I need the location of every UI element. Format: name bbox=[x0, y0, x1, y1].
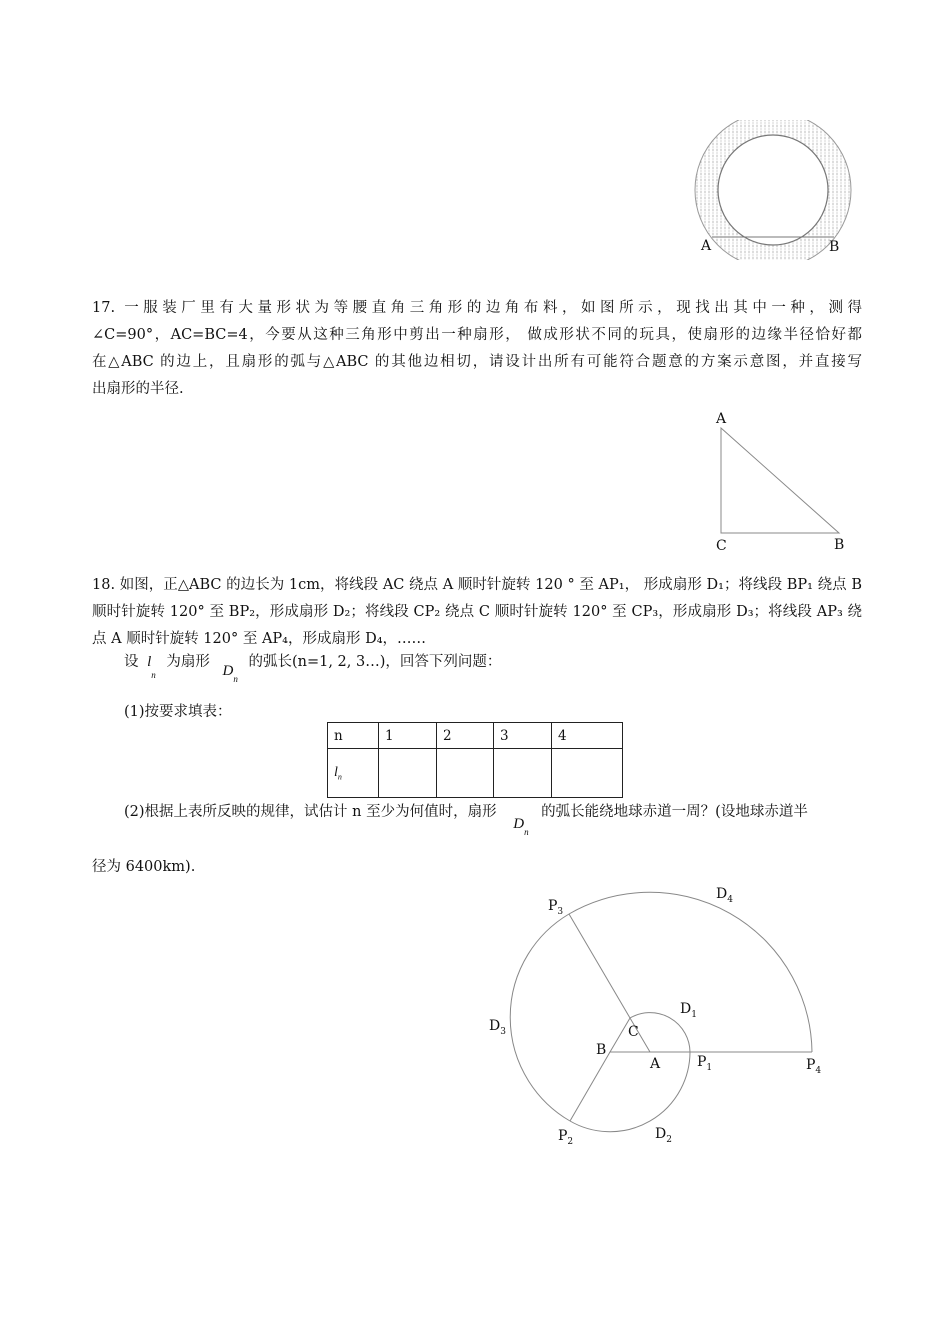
spiral-label-p1: $P_1$ bbox=[697, 1054, 713, 1073]
triangle-label-b: B bbox=[834, 537, 845, 553]
table-answer-cell[interactable] bbox=[379, 749, 437, 798]
spiral-label-d2: $D_2$ bbox=[655, 1126, 672, 1145]
table-answer-cell[interactable] bbox=[494, 749, 552, 798]
triangle-abc bbox=[721, 428, 839, 533]
table-answer-cell[interactable] bbox=[552, 749, 623, 798]
q18-part-1: (1)按要求填表： bbox=[124, 704, 232, 720]
part2-prefix: (2)根据上表所反映的规律，试估计 n 至少为何值时，扇形 bbox=[124, 804, 497, 820]
table-header-cell: n bbox=[328, 723, 379, 749]
q17-line-2: ∠C=90°，AC=BC=4，今要从这种三角形中剪出一种扇形， 做成形状不同的玩具，使扇形的边缘半径恰好都 bbox=[92, 327, 862, 343]
set-mid: 为扇形 bbox=[166, 654, 210, 670]
question-18 bbox=[92, 572, 862, 653]
q18-line-3: 点 A 顺时针旋转 120° 至 AP₄，形成扇形 D₄，…… bbox=[92, 631, 427, 647]
q17-line-3: 在△ABC 的边上，且扇形的弧与△ABC 的其他边相切，请设计出所有可能符合题意的方案示意图，并直接写 bbox=[92, 354, 862, 370]
ring-label-a: A bbox=[701, 238, 712, 254]
spiral-figure bbox=[480, 880, 860, 1160]
q18-line-1: 18. 如图，正△ABC 的边长为 1cm，将线段 AC 绕点 A 顺时针旋转 120 ° 至 AP₁， 形成扇形 D₁；将线段 BP₁ 绕点 B bbox=[92, 577, 862, 593]
table-value-row bbox=[328, 749, 623, 798]
triangle-label-a: A bbox=[716, 411, 727, 427]
arc-d4 bbox=[569, 892, 812, 1052]
triangle-label-c: C bbox=[716, 538, 727, 554]
table-header-cell: 1 bbox=[379, 723, 437, 749]
spiral-label-p3: $P_3$ bbox=[548, 898, 564, 917]
q18-part-2-line-2: 径为 6400km). bbox=[92, 859, 196, 875]
q17-line-1: 17. 一服装厂里有大量形状为等腰直角三角形的边角布料，如图所示，现找出其中一种，测得 bbox=[92, 300, 862, 316]
spiral-label-d1: $D_1$ bbox=[680, 1001, 697, 1020]
arc-d3 bbox=[510, 914, 570, 1121]
q18-set-line bbox=[124, 650, 502, 684]
spiral-label-p2: $P_2$ bbox=[558, 1128, 574, 1147]
arc-d2 bbox=[570, 1052, 690, 1132]
part2-d-sub: n bbox=[524, 826, 529, 837]
fill-in-table bbox=[327, 722, 623, 798]
segment-b-p2 bbox=[570, 1052, 610, 1121]
table-header-cell: 4 bbox=[552, 723, 623, 749]
segment-c-p3 bbox=[569, 914, 630, 1018]
set-suffix: 的弧长(n=1, 2, 3…)，回答下列问题： bbox=[248, 654, 502, 670]
table-row-label: $l_n$ bbox=[328, 749, 379, 798]
spiral-label-a: A bbox=[650, 1056, 661, 1072]
table-answer-cell[interactable] bbox=[437, 749, 494, 798]
part2-suffix: 的弧长能绕地球赤道一周？(设地球赤道半 bbox=[541, 804, 808, 820]
q18-part-2 bbox=[124, 800, 808, 837]
q17-line-4: 出扇形的半径. bbox=[92, 381, 184, 397]
spiral-label-d3: $D_3$ bbox=[489, 1018, 506, 1037]
table-header-cell: 3 bbox=[494, 723, 552, 749]
set-l-sub: n bbox=[151, 669, 156, 680]
table-header-cell: 2 bbox=[437, 723, 494, 749]
question-17 bbox=[92, 295, 862, 403]
set-d-symbol: D bbox=[222, 663, 234, 679]
spiral-label-c: C bbox=[628, 1024, 639, 1040]
spiral-label-p4: $P_4$ bbox=[806, 1057, 822, 1076]
spiral-label-d4: $D_4$ bbox=[716, 886, 733, 905]
ring-label-b: B bbox=[829, 239, 840, 255]
part2-d-symbol: D bbox=[513, 816, 525, 832]
spiral-label-b: B bbox=[596, 1042, 607, 1058]
set-d-sub: n bbox=[233, 673, 238, 684]
q18-line-2: 顺时针旋转 120° 至 BP₂，形成扇形 D₂；将线段 CP₂ 绕点 C 顺时针旋转 120° 至 CP₃，形成扇形 D₃；将线段 AP₃ 绕 bbox=[92, 604, 862, 620]
inner-circle bbox=[718, 135, 828, 245]
set-prefix: 设 bbox=[124, 654, 139, 670]
set-l-symbol: l bbox=[147, 654, 152, 670]
triangle-figure bbox=[700, 410, 860, 550]
table-header-row bbox=[328, 723, 623, 749]
